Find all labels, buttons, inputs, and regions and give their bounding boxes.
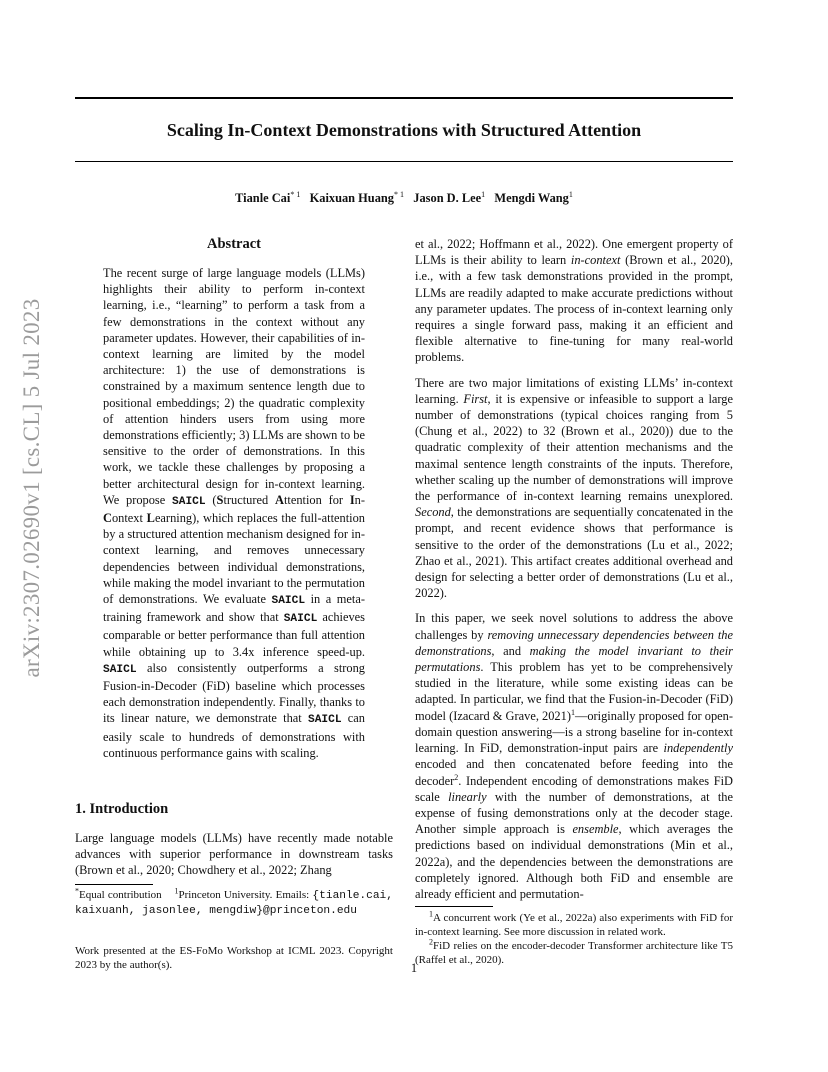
intro-text: Large language models (LLMs) have recently made notable advances with superior performance in downstream tasks (Brown et al., 2020; Chowdhery et al., 2022; Zhang (75, 831, 393, 878)
author-name: Jason D. Lee (413, 191, 482, 205)
footnote-affiliation: *Equal contribution $^1$Princeton University. Emails: {tianle.cai, kaixuanh, jasonlee, mengdiw}@princeton.edu (75, 886, 393, 917)
arxiv-stamp (19, 298, 44, 678)
author-name: Mengdi Wang (494, 191, 569, 205)
footnote: $^1$A concurrent work (Ye et al., 2022a) also experiments with FiD for in-context learning. See more discussion in related work. (415, 909, 733, 938)
author-mark: * 1 (393, 189, 404, 199)
author-mark: 1 (568, 189, 573, 199)
footnotes-right (415, 911, 733, 967)
author-mark: 1 (481, 189, 486, 199)
author-list (75, 191, 733, 206)
footnote-venue: Work presented at the ES-FoMo Workshop at ICML 2023. Copyright 2023 by the author(s). (75, 945, 393, 971)
author-name: Tianle Cai (235, 191, 291, 205)
section-heading-introduction: 1. Introduction (75, 801, 169, 817)
paper-title: Scaling In-Context Demonstrations with Structured Attention (166, 120, 642, 140)
abstract-paragraph: The recent surge of large language models (LLMs) highlights their ability to perform in-context learning, i.e., “learning” to perform a task from a few demonstrations in the context without any parameter updates. However, their capabilities of in-context learning are limited by the model architecture: 1) the use of demonstrations is constrained by a maximum sentence length due to positional embeddings; 2) the quadratic complexity of attention hinders users from using more demonstrations efficiently; 3) LLMs are shown to be sensitive to the order of demonstrations. In this work, we tackle these challenges by proposing a better architectural design for in-context learning. We propose SAICL (Structured Attention for In-Context Learning), which replaces the full-attention by a structured attention mechanism designed for in-context learning, and removes unnecessary dependencies between individual demonstrations, while making the model invariant to the permutation of demonstrations. We evaluate SAICL in a meta-training framework and show that SAICL achieves comparable or better performance than full attention while obtaining up to 3.4x inference speed-up. SAICL also consistently outperforms a strong Fusion-in-Decoder (FiD) baseline which processes each demonstration independently. Finally, thanks to its linear nature, we demonstrate that SAICL can easily scale to hundreds of demonstrations with continuous performance gains with scaling. (103, 266, 365, 760)
abstract-body (103, 265, 365, 761)
intro-paragraph: et al., 2022; Hoffmann et al., 2022). One emergent property of LLMs is their ability to learn in-context (Brown et al., 2020), i.e., with a few task demonstrations provided in the prompt, LLMs are readily adapted to make accurate predictions without any parameter updates. The process of in-context learning only requires a single forward pass, making it an efficient and flexible alternative to fine-tuning for many real-world problems. (415, 237, 733, 365)
intro-paragraph: There are two major limitations of existing LLMs’ in-context learning. First, it is expensive or infeasible to support a large number of demonstrations (typical choices ranging from 5 (Chung et al., 2022) to 32 (Brown et al., 2020)) due to the quadratic complexity of their attention mechanisms and the maximal sentence length constraints of the inputs. Therefore, whether scaling up the number of demonstrations will improve the performance of in-context learning remains unexplored. Second, the demonstrations are sequentially concatenated in the prompt, and recent evidence shows that performance is sensitive to the order of the demonstrations (Lu et al., 2022; Zhao et al., 2021). This artifact creates additional overhead and design for selecting a better order of demonstrations (Lu et al., 2022). (415, 375, 733, 601)
intro-paragraph-left (75, 830, 393, 879)
author-emails[interactable]: {tianle.cai, kaixuanh, jasonlee, mengdiw}@princeton.edu (75, 890, 393, 917)
top-rule (75, 97, 733, 99)
author-mark: * 1 (290, 189, 301, 199)
footnote: $^2$FiD relies on the encoder-decoder Transformer architecture like T5 (Raffel et al., 2020). (415, 937, 733, 966)
arxiv-stamp-text: arXiv:2307.02690v1 [cs.CL] 5 Jul 2023 (19, 298, 44, 678)
footnote-rule-right (415, 906, 493, 907)
footnote-rule-left (75, 884, 153, 885)
intro-column-right (415, 236, 733, 902)
title-bottom-rule (75, 161, 733, 162)
page-number: 1 (410, 961, 418, 975)
intro-paragraph: In this paper, we seek novel solutions to address the above challenges by removing unnecessary dependencies between the demonstrations, and making the model invariant to their permutations. This problem has yet to be comprehensively studied in the literature, while some existing ideas can be adapted. In particular, we find that the Fusion-in-Decoder (FiD) model (Izacard & Grave, 2021)$^1$—originally proposed for open-domain question answering—is a strong baseline for in-context learning. In FiD, demonstration-input pairs are independently encoded and then concatenated before feeding into the decoder$^2$. Independent encoding of demonstrations makes FiD scale linearly with the number of demonstrations, at the expense of fusing demonstrations only at the decoder stage. Another simple approach is ensemble, which averages the predictions based on individual demonstrations (Min et al., 2022a), and the dependencies between the demonstrations are completely ignored. Although both FiD and ensemble are already efficient and permutation- (415, 611, 733, 901)
author-name: Kaixuan Huang (309, 191, 394, 205)
abstract-heading: Abstract (207, 236, 261, 252)
